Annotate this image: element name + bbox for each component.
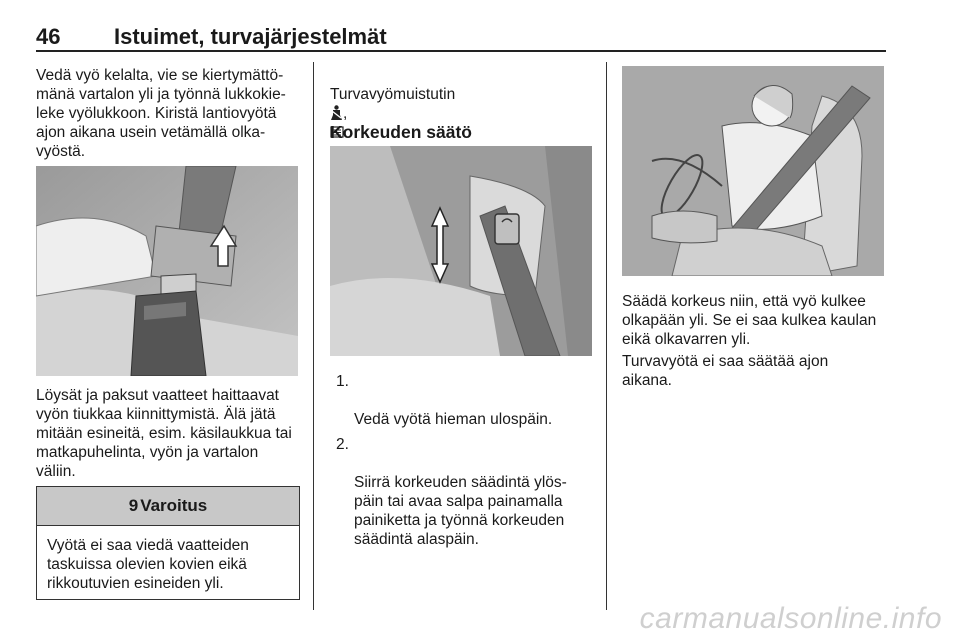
page-header	[36, 20, 886, 52]
column-divider	[606, 62, 607, 610]
warning-text: Vyötä ei saa viedä vaatteiden taskuissa olevien kovien eikä rikkoutuvien esineiden yli.	[47, 537, 249, 592]
page-number: 46	[36, 24, 61, 49]
reminder-text: Turvavyömuistutin	[330, 86, 456, 103]
warning-title: Varoitus	[140, 496, 208, 515]
buckle-illustration	[36, 166, 298, 376]
body-paragraph: Turvavyötä ei saa säätää ajon aikana.	[622, 353, 829, 389]
list-item	[330, 435, 590, 549]
warning-title-bar	[37, 487, 299, 526]
driver-seatbelt-illustration	[622, 66, 884, 276]
list-item	[330, 372, 590, 429]
warning-box	[36, 486, 300, 600]
instruction-steps	[330, 372, 590, 555]
step-text: Siirrä korkeuden säädintä ylös- päin tai avaa salpa painamalla painiketta ja työnnä korkeuden säädintä alaspäin.	[354, 474, 567, 548]
body-paragraph: Löysät ja paksut vaatteet haittaavat vyön tiukkaa kiinnittymistä. Älä jätä mitään esineitä, esim. käsilaukkua tai matkapuhelinta, vyön ja vartalon väliin.	[36, 387, 292, 480]
warning-icon: 9	[128, 496, 139, 515]
body-paragraph: Vedä vyö kelalta, vie se kiertymättö- mänä vartalon yli ja työnnä lukkokie- leke vyölukkoon. Kiristä lantiovyötä ajon aikana usein vetämällä olka- vyöstä.	[36, 67, 286, 160]
step-number: 1.	[336, 373, 349, 390]
watermark: carmanualsonline.info	[639, 602, 942, 635]
reminder-reference: Turvavyömuistutin ,	[330, 66, 455, 237]
step-number: 2.	[336, 436, 349, 453]
step-text: Vedä vyötä hieman ulospäin.	[354, 411, 553, 428]
section-heading: Korkeuden säätö	[330, 122, 472, 142]
chapter-title: Istuimet, turvajärjestelmät	[114, 24, 387, 49]
seatbelt-reminder-icon	[330, 105, 343, 120]
column-divider	[313, 62, 314, 610]
height-adjuster-illustration	[330, 146, 592, 356]
body-paragraph: Säädä korkeus niin, että vyö kulkee olkapään yli. Se ei saa kulkea kaulan eikä olkavarren yli.	[622, 293, 877, 348]
